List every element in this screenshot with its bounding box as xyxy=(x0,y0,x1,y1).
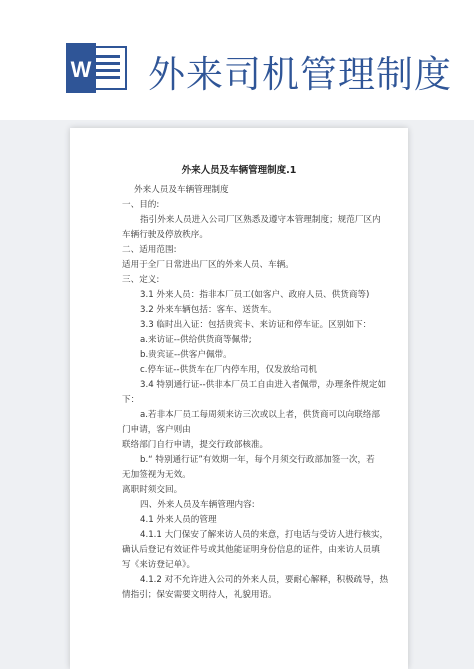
doc-line: 4.1.2 对不允许进入公司的外来人员，要耐心解释，积极疏导，热 xyxy=(140,575,389,585)
doc-line: 适用于全厂日常进出厂区的外来人员、车辆。 xyxy=(122,260,294,270)
doc-line: 离职时须交回。 xyxy=(122,485,183,495)
word-document-icon xyxy=(66,43,128,93)
document-title: 外来人员及车辆管理制度.1 xyxy=(181,165,297,176)
doc-line: 3.1 外来人员：指非本厂员工(如客户、政府人员、供货商等) xyxy=(140,290,370,300)
doc-line: 3.2 外来车辆包括：客车、送货车。 xyxy=(140,305,277,315)
doc-line: 无加签视为无效。 xyxy=(122,470,191,480)
page-title: 外来司机管理制度 xyxy=(148,53,452,96)
document-page xyxy=(70,128,408,669)
doc-line: 情指引；保安需要文明待人，礼貌用语。 xyxy=(122,590,277,600)
doc-line: c.停车证--供货车在厂内停车用，仅发放给司机 xyxy=(140,365,317,375)
doc-line: b.贵宾证--供客户佩带。 xyxy=(140,350,232,360)
logo-letter: W xyxy=(70,57,92,82)
doc-line: 指引外来人员进入公司厂区熟悉及遵守本管理制度；规范厂区内 xyxy=(140,215,381,225)
doc-line: a.来访证--供给供货商等佩带; xyxy=(140,335,252,345)
doc-line: 4.1 外来人员的管理 xyxy=(140,515,217,525)
doc-line: 3.3 临时出入证：包括贵宾卡、来访证和停车证。区别如下： xyxy=(140,320,372,330)
doc-line: 四、外来人员及车辆管理内容: xyxy=(140,500,255,510)
doc-line: b.“ 特别通行证”有效期一年，每个月须交行政部加签一次，若 xyxy=(140,455,375,465)
doc-line: 门申请，客户则由 xyxy=(122,425,191,435)
doc-line: 确认后登记有效证件号或其他能证明身份信息的证件，由来访人员填 xyxy=(122,545,380,555)
doc-line: 一、目的: xyxy=(122,200,160,210)
doc-line: 写《来访登记单》。 xyxy=(122,560,196,570)
doc-line: 三、定义: xyxy=(122,275,160,285)
doc-line: 联络部门自行申请，提交行政部核准。 xyxy=(122,440,269,450)
doc-line: 外来人员及车辆管理制度 xyxy=(134,185,229,195)
doc-line: 4.1.1 大门保安了解来访人员的来意，打电话与受访人进行核实， xyxy=(140,530,389,540)
doc-line: 车辆行驶及停放秩序。 xyxy=(122,230,208,240)
doc-line: 3.4 特别通行证--供非本厂员工自由进入者佩带，办理条件规定如 xyxy=(140,380,387,390)
doc-line: 二、适用范围: xyxy=(122,245,177,255)
doc-line: 下： xyxy=(122,395,140,405)
header-banner xyxy=(0,0,474,120)
doc-line: a.若非本厂员工每周须来访三次或以上者，供货商可以向联络部 xyxy=(140,410,381,420)
